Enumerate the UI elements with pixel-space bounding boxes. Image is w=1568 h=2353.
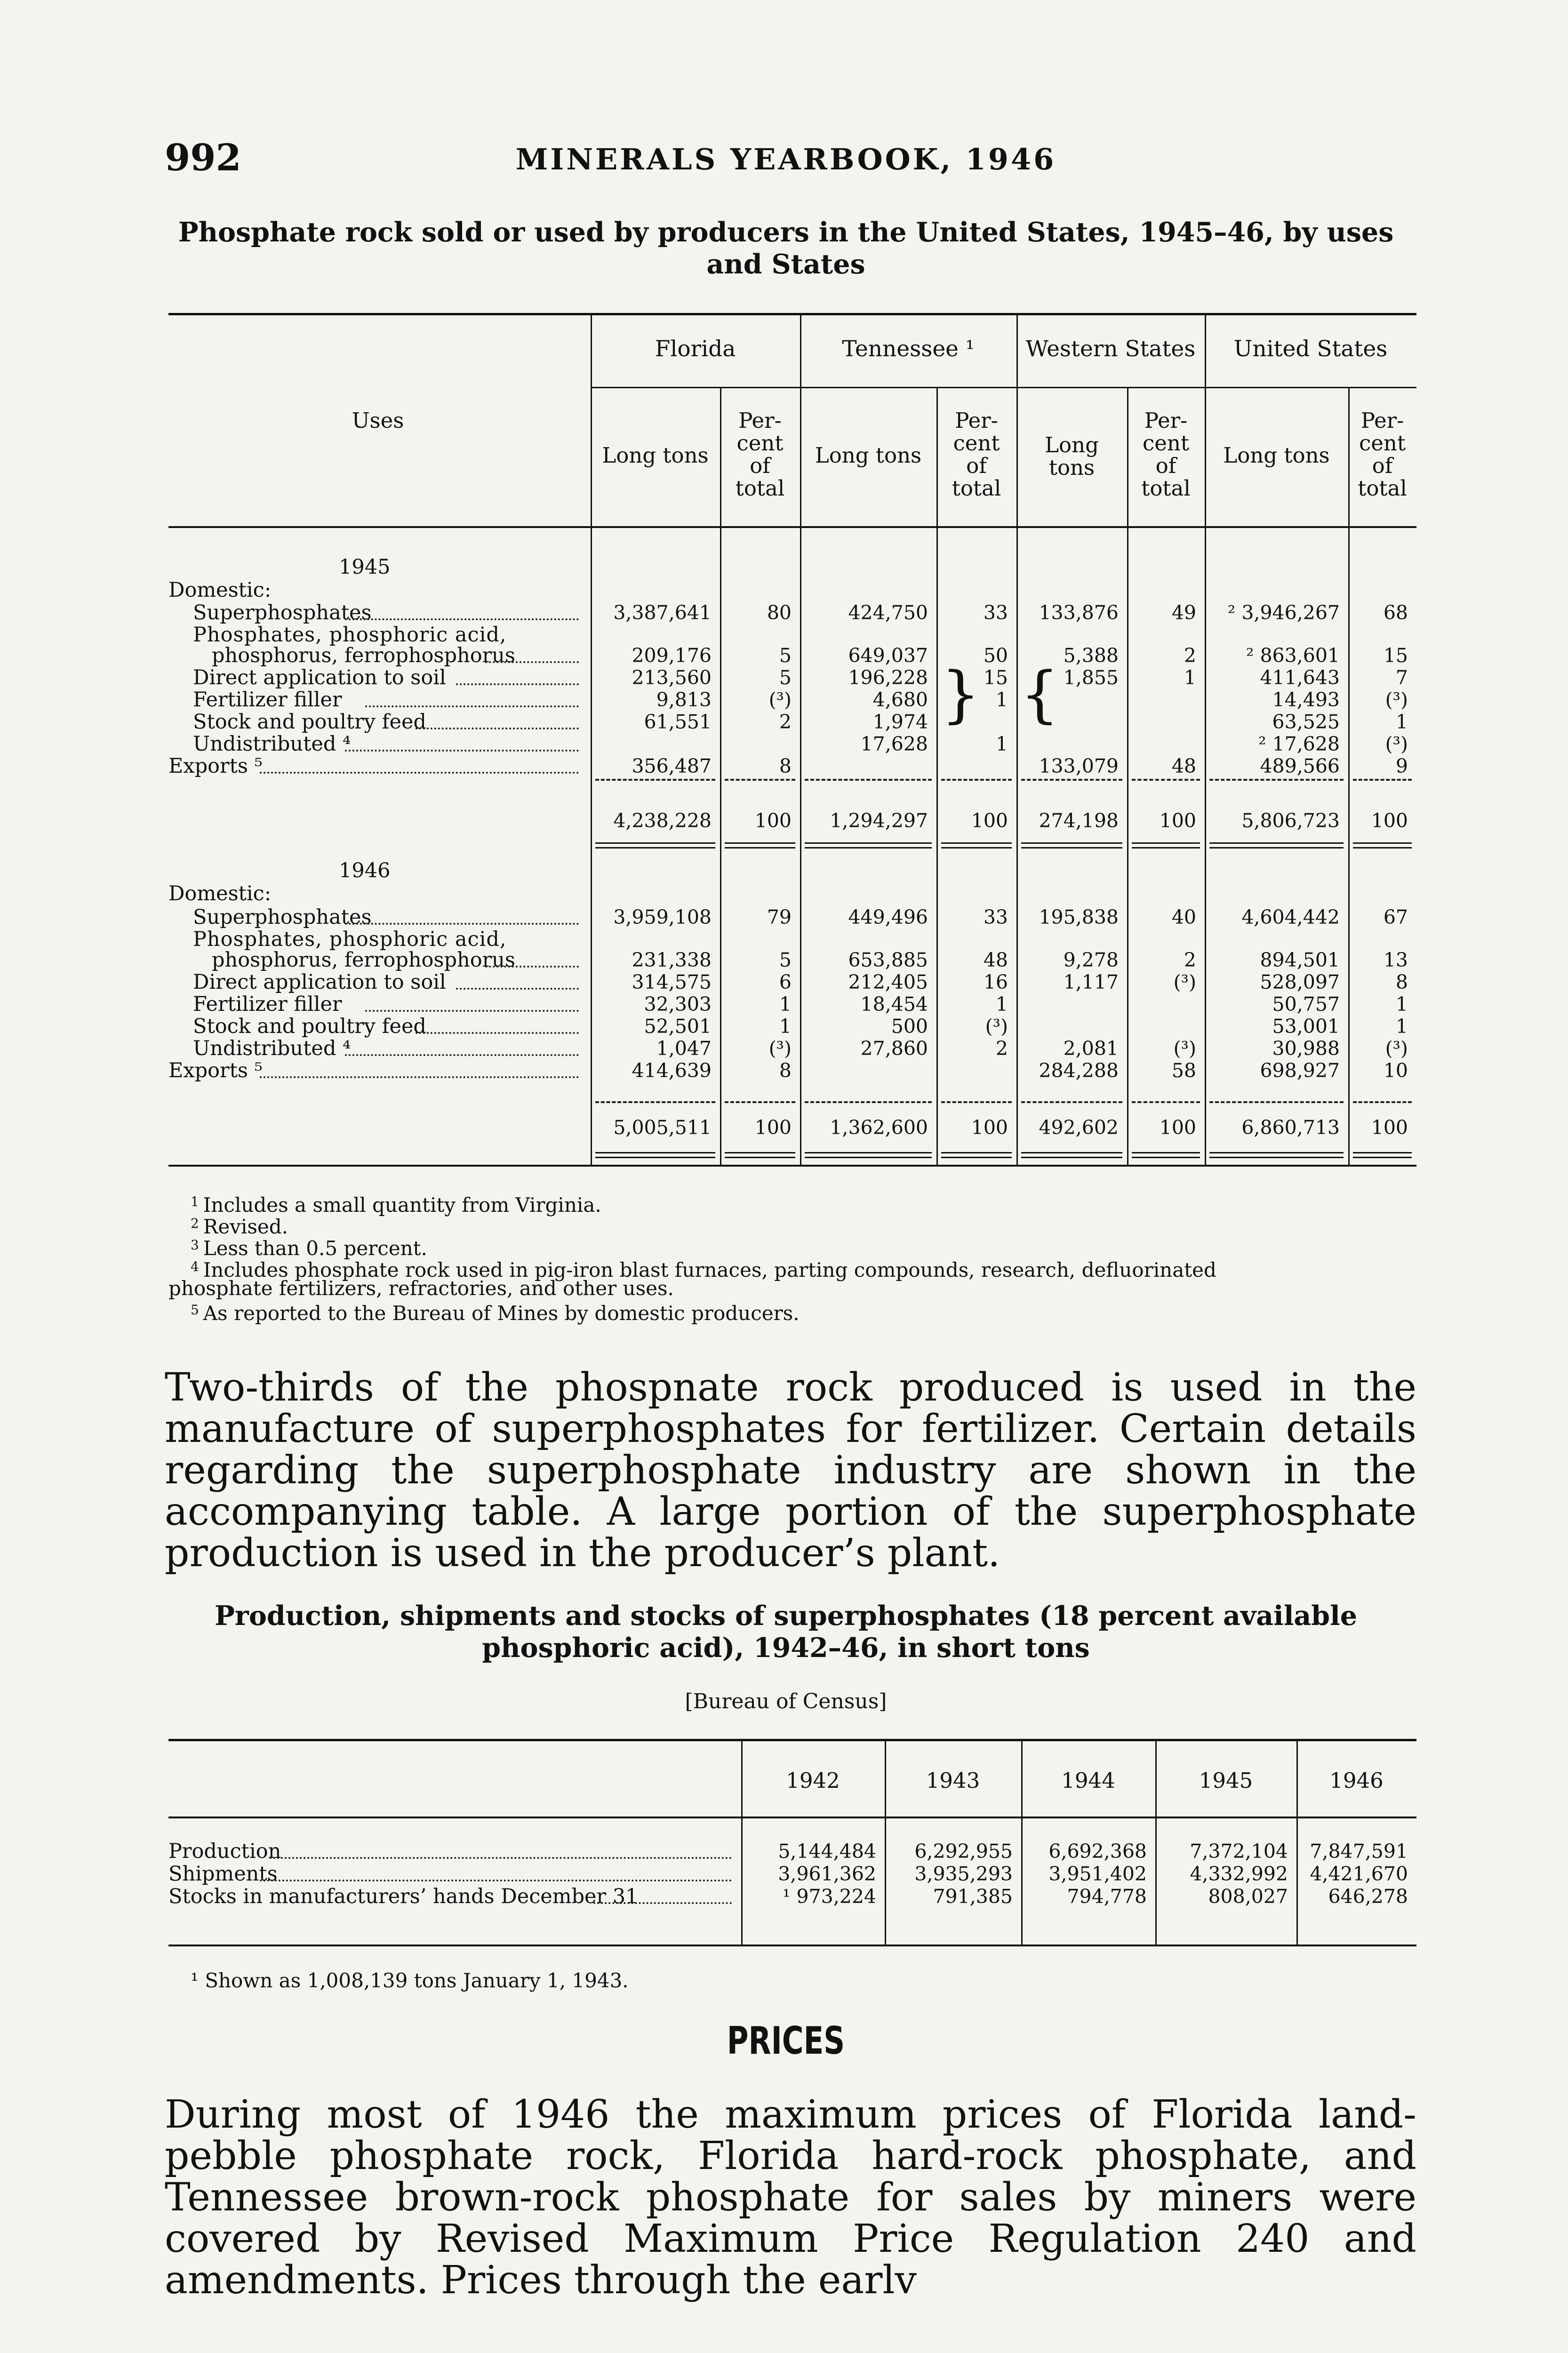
dot-leader xyxy=(456,988,579,990)
cell-us: 63,525 xyxy=(1272,711,1340,733)
cell-fl: 61,551 xyxy=(644,711,712,733)
total-double-rule xyxy=(1353,1152,1412,1153)
cell-value: 794,778 xyxy=(1067,1885,1147,1908)
cell-ws-p: 1 xyxy=(1184,666,1196,689)
table1-header-rule xyxy=(168,526,1416,528)
cell-tn: 27,860 xyxy=(860,1037,928,1060)
total-double-rule xyxy=(1132,847,1200,848)
dot-leader xyxy=(456,683,579,685)
total-double-rule xyxy=(1021,842,1122,844)
cell-tn-p: (³) xyxy=(985,1015,1008,1038)
cell-tn-p: 1 xyxy=(995,688,1008,711)
row-label: Phosphates, phosphoric acid, xyxy=(193,623,507,647)
row-label: Production xyxy=(168,1840,281,1863)
cell-us: 30,988 xyxy=(1272,1037,1340,1060)
column-header-percent-line: cent xyxy=(1359,431,1406,456)
total-double-rule xyxy=(725,1152,795,1153)
cell-fl: 32,303 xyxy=(644,993,712,1016)
total-double-rule xyxy=(805,842,932,844)
cell-us-p: 10 xyxy=(1383,1059,1408,1082)
cell-value: 3,951,402 xyxy=(1048,1863,1147,1885)
cell-us: 894,501 xyxy=(1260,949,1340,971)
total-double-rule xyxy=(1021,1152,1122,1153)
cell-us: 528,097 xyxy=(1260,971,1340,993)
table1-group-rule xyxy=(591,387,1416,388)
column-header-percent-line: of xyxy=(1372,453,1393,478)
cell-us: 14,493 xyxy=(1272,688,1340,711)
cell-fl: 3,387,641 xyxy=(613,601,712,624)
total-double-rule xyxy=(805,1152,932,1153)
cell-ws: 195,838 xyxy=(1039,906,1119,928)
row-label: Fertilizer filler xyxy=(193,992,342,1016)
subtotal-rule xyxy=(1209,1101,1344,1103)
subtotal-rule xyxy=(1132,1101,1200,1103)
row-label: Stocks in manufacturers’ hands December 31 xyxy=(168,1885,639,1908)
cell-ws-p: 2 xyxy=(1184,644,1196,667)
column-header-percent-line: Per- xyxy=(738,408,782,433)
row-label: Shipments xyxy=(168,1862,278,1886)
cell-us: ² 17,628 xyxy=(1258,733,1340,755)
cell-tn-p: 15 xyxy=(983,666,1008,689)
cell-tn-p: 100 xyxy=(971,1116,1008,1139)
cell-fl: 213,560 xyxy=(632,666,712,689)
cell-us: 489,566 xyxy=(1260,755,1340,777)
cell-ws: 492,602 xyxy=(1039,1116,1119,1139)
cell-fl-p: 5 xyxy=(779,666,792,689)
cell-fl-p: 2 xyxy=(779,711,792,733)
column-group-united-states: United States xyxy=(1233,336,1388,362)
total-double-rule xyxy=(805,1157,932,1158)
dot-leader xyxy=(345,923,579,925)
year-label-1946: 1946 xyxy=(339,859,391,882)
cell-value: ¹ 973,224 xyxy=(782,1885,876,1908)
cell-fl-p: 5 xyxy=(779,644,792,667)
table1-bottom-rule xyxy=(168,1165,1416,1167)
cell-fl: 414,639 xyxy=(632,1059,712,1082)
cell-fl: 314,575 xyxy=(632,971,712,993)
total-double-rule xyxy=(1209,1152,1344,1153)
cell-value: 7,847,591 xyxy=(1310,1840,1408,1863)
subtotal-rule xyxy=(1021,1101,1122,1103)
column-header-year: 1944 xyxy=(1061,1768,1115,1793)
cell-us-p: 9 xyxy=(1395,755,1408,777)
cell-us-p: 1 xyxy=(1395,711,1408,733)
cell-fl-p: 100 xyxy=(754,1116,792,1139)
cell-fl: 3,959,108 xyxy=(613,906,712,928)
column-group-tennessee: Tennessee ¹ xyxy=(842,336,975,362)
column-header-percent-line: Per- xyxy=(955,408,998,433)
cell-tn: 1,974 xyxy=(872,711,928,733)
column-header-percent xyxy=(936,409,1016,500)
cell-tn-p: 50 xyxy=(983,644,1008,667)
cell-fl-p: 5 xyxy=(779,949,792,971)
column-header-year: 1946 xyxy=(1329,1768,1384,1793)
cell-ws: 1,855 xyxy=(1063,666,1119,689)
cell-us-p: 8 xyxy=(1395,971,1408,993)
cell-tn-p: 16 xyxy=(983,971,1008,993)
table1-title-line2: and States xyxy=(706,248,865,280)
total-double-rule xyxy=(595,1157,715,1158)
cell-us: 4,604,442 xyxy=(1241,906,1340,928)
column-header-percent-line: of xyxy=(966,453,987,478)
total-double-rule xyxy=(595,847,715,848)
cell-us-p: 7 xyxy=(1395,666,1408,689)
row-label: Exports ⁵ xyxy=(168,754,263,778)
cell-tn: 1,294,297 xyxy=(830,809,928,832)
subtotal-rule xyxy=(1021,779,1122,781)
cell-fl: 1,047 xyxy=(656,1037,712,1060)
page-number: 992 xyxy=(165,136,241,179)
cell-fl-p: (³) xyxy=(768,1037,792,1060)
cell-tn: 653,885 xyxy=(848,949,928,971)
footnote-mark: 2 xyxy=(191,1216,203,1231)
cell-tn: 500 xyxy=(891,1015,928,1038)
footnote-5 xyxy=(191,1299,800,1325)
table2-top-rule xyxy=(168,1739,1416,1741)
cell-fl-p: 79 xyxy=(767,906,792,928)
column-header-percent xyxy=(1127,409,1205,500)
column-header-percent-line: cent xyxy=(1143,431,1189,456)
footnote-text: Less than 0.5 percent. xyxy=(203,1237,427,1260)
table2-bottom-rule xyxy=(168,1945,1416,1946)
cell-ws: 9,278 xyxy=(1063,949,1119,971)
total-double-rule xyxy=(595,842,715,844)
footnote-text: Includes phosphate rock used in pig-iron blast furnaces, parting compounds, research, defluorinated xyxy=(203,1258,1216,1281)
subtotal-rule xyxy=(1209,779,1344,781)
table1-title-line1: Phosphate rock sold or used by producers in the United States, 1945–46, by uses xyxy=(178,216,1394,248)
cell-value: 6,292,955 xyxy=(914,1840,1013,1863)
footnote-mark: 5 xyxy=(191,1302,203,1318)
dot-leader xyxy=(593,1902,732,1904)
cell-tn: 17,628 xyxy=(860,733,928,755)
subtotal-rule xyxy=(595,779,715,781)
total-double-rule xyxy=(1209,1157,1344,1158)
cell-fl-p: 80 xyxy=(767,601,792,624)
dot-leader xyxy=(365,1010,579,1012)
cell-fl: 356,487 xyxy=(632,755,712,777)
cell-ws-p: 100 xyxy=(1159,1116,1196,1139)
cell-value: 791,385 xyxy=(933,1885,1013,1908)
column-group-western-states: Western States xyxy=(1025,336,1196,362)
cell-fl-p: (³) xyxy=(768,688,792,711)
cell-us-p: 68 xyxy=(1383,601,1408,624)
table2-title-line1: Production, shipments and stocks of superphosphates (18 percent available xyxy=(214,1600,1358,1632)
table1-title xyxy=(165,216,1407,280)
cell-ws: 2,081 xyxy=(1063,1037,1119,1060)
cell-fl-p: 100 xyxy=(754,809,792,832)
dot-leader xyxy=(345,1054,579,1056)
dot-leader xyxy=(270,1857,732,1859)
column-header-percent xyxy=(1348,409,1416,500)
cell-tn-p: 100 xyxy=(971,809,1008,832)
total-double-rule xyxy=(941,1152,1012,1153)
row-label: Stock and poultry feed xyxy=(193,1015,426,1038)
total-double-rule xyxy=(1021,847,1122,848)
row-label: Superphosphates xyxy=(193,601,372,624)
cell-tn-p: 33 xyxy=(983,601,1008,624)
dot-leader xyxy=(260,1880,732,1881)
cell-us-p: 13 xyxy=(1383,949,1408,971)
footnote-text: Revised. xyxy=(203,1215,288,1238)
total-double-rule xyxy=(1353,847,1412,848)
dot-leader xyxy=(260,772,579,774)
cell-tn-p: 33 xyxy=(983,906,1008,928)
cell-ws-p: 48 xyxy=(1171,755,1196,777)
row-label: Stock and poultry feed xyxy=(193,710,426,734)
cell-ws-p: 40 xyxy=(1171,906,1196,928)
table2-source: [Bureau of Census] xyxy=(685,1689,887,1713)
cell-us: 6,860,713 xyxy=(1241,1116,1340,1139)
cell-ws-p: 2 xyxy=(1184,949,1196,971)
cell-us: ² 3,946,267 xyxy=(1227,601,1340,624)
total-double-rule xyxy=(941,1157,1012,1158)
footnote-text: As reported to the Bureau of Mines by domestic producers. xyxy=(203,1302,800,1325)
section-heading-prices: PRICES xyxy=(727,2019,845,2063)
cell-us-p: (³) xyxy=(1385,733,1408,755)
cell-tn-p: 1 xyxy=(995,733,1008,755)
subtotal-rule xyxy=(1353,779,1412,781)
cell-tn: 1,362,600 xyxy=(830,1116,928,1139)
dot-leader xyxy=(485,966,579,968)
total-double-rule xyxy=(941,847,1012,848)
subtotal-rule xyxy=(1353,1101,1412,1103)
row-label: Undistributed ⁴ xyxy=(193,1037,351,1060)
cell-tn-p: 2 xyxy=(995,1037,1008,1060)
column-header-percent-line: Per- xyxy=(1144,408,1188,433)
cell-us-p: 67 xyxy=(1383,906,1408,928)
cell-value: 3,935,293 xyxy=(914,1863,1013,1885)
column-header-long-tons: Long tons xyxy=(602,443,709,468)
footnote-cont xyxy=(168,1277,674,1300)
total-double-rule xyxy=(1132,842,1200,844)
dot-leader xyxy=(260,1076,579,1078)
cell-fl: 4,238,228 xyxy=(613,809,712,832)
cell-us: 411,643 xyxy=(1260,666,1340,689)
total-double-rule xyxy=(1132,1152,1200,1153)
cell-us-p: 100 xyxy=(1371,1116,1408,1139)
row-label: Undistributed ⁴ xyxy=(193,732,351,756)
cell-us-p: 15 xyxy=(1383,644,1408,667)
cell-us: 698,927 xyxy=(1260,1059,1340,1082)
table2-title xyxy=(165,1600,1407,1664)
cell-fl-p: 6 xyxy=(779,971,792,993)
row-label: Fertilizer filler xyxy=(193,688,342,712)
column-header-long-tons: Long tons xyxy=(815,443,922,468)
cell-value: 3,961,362 xyxy=(778,1863,876,1885)
dot-leader xyxy=(345,618,579,620)
dot-leader xyxy=(345,750,579,752)
footnote-text: phosphate fertilizers, refractories, and other uses. xyxy=(168,1277,674,1300)
brace-tennessee: } xyxy=(941,658,980,730)
cell-fl-p: 1 xyxy=(779,993,792,1016)
dot-leader xyxy=(416,728,579,729)
cell-us-p: 1 xyxy=(1395,993,1408,1016)
cell-value: 7,372,104 xyxy=(1190,1840,1288,1863)
column-header-percent-line: of xyxy=(750,453,770,478)
column-header-long-tons-line: Long xyxy=(1045,432,1099,457)
cell-ws-p: 100 xyxy=(1159,809,1196,832)
column-header-year: 1943 xyxy=(926,1768,980,1793)
row-label: Exports ⁵ xyxy=(168,1059,263,1082)
cell-us-p: 1 xyxy=(1395,1015,1408,1038)
running-head xyxy=(165,136,1407,179)
subtotal-rule xyxy=(725,1101,795,1103)
row-label: phosphorus, ferrophosphorus xyxy=(212,644,515,667)
cell-value: 5,144,484 xyxy=(778,1840,876,1863)
cell-fl-p: 1 xyxy=(779,1015,792,1038)
footnote-mark: 3 xyxy=(191,1237,203,1253)
cell-fl-p: 8 xyxy=(779,1059,792,1082)
cell-ws-p: (³) xyxy=(1173,1037,1196,1060)
column-header-long-tons-line: tons xyxy=(1048,455,1095,480)
footnote-mark: 4 xyxy=(191,1259,203,1274)
cell-tn: 449,496 xyxy=(848,906,928,928)
cell-fl-p: 8 xyxy=(779,755,792,777)
cell-ws: 5,388 xyxy=(1063,644,1119,667)
cell-tn: 18,454 xyxy=(860,993,928,1016)
cell-ws-p: 49 xyxy=(1171,601,1196,624)
table2-title-line2: phosphoric acid), 1942–46, in short tons xyxy=(482,1632,1090,1664)
cell-us: 5,806,723 xyxy=(1241,809,1340,832)
footnote-mark: 1 xyxy=(191,1194,203,1209)
cell-tn: 196,228 xyxy=(848,666,928,689)
total-double-rule xyxy=(1021,1157,1122,1158)
cell-fl: 9,813 xyxy=(656,688,712,711)
row-label: Direct application to soil xyxy=(193,666,446,689)
subtotal-rule xyxy=(805,779,932,781)
cell-us: ² 863,601 xyxy=(1246,644,1340,667)
stub-header-uses: Uses xyxy=(352,408,404,433)
cell-ws: 133,876 xyxy=(1039,601,1119,624)
cell-ws-p: 58 xyxy=(1171,1059,1196,1082)
total-double-rule xyxy=(1209,842,1344,844)
column-header-percent-line: cent xyxy=(953,431,1000,456)
total-double-rule xyxy=(1353,842,1412,844)
cell-fl: 209,176 xyxy=(632,644,712,667)
column-header-year: 1942 xyxy=(786,1768,840,1793)
dot-leader xyxy=(365,705,579,707)
cell-ws: 284,288 xyxy=(1039,1059,1119,1082)
cell-value: 4,421,670 xyxy=(1310,1863,1408,1885)
row-label: Direct application to soil xyxy=(193,970,446,994)
row-label: phosphorus, ferrophosphorus xyxy=(212,948,515,972)
cell-ws: 133,079 xyxy=(1039,755,1119,777)
column-header-year: 1945 xyxy=(1199,1768,1253,1793)
domestic-label: Domestic: xyxy=(168,882,272,905)
cell-us-p: 100 xyxy=(1371,809,1408,832)
cell-tn: 424,750 xyxy=(848,601,928,624)
subtotal-rule xyxy=(941,779,1012,781)
column-header-percent-line: total xyxy=(735,476,785,501)
brace-western: { xyxy=(1020,658,1059,730)
table2-footnote: ¹ Shown as 1,008,139 tons January 1, 1943. xyxy=(191,1969,629,1992)
column-header-percent-line: total xyxy=(1141,476,1191,501)
body-paragraph-1: Two-thirds of the phospnate rock produced is used in the manufacture of superphosphates for fertilizer. Certain details regarding the superphosphate industry are shown in the accompanying table. A large portion of the superphosphate production is used in the producer’s plant. xyxy=(165,1365,1416,1576)
total-double-rule xyxy=(725,842,795,844)
total-double-rule xyxy=(941,842,1012,844)
cell-fl: 231,338 xyxy=(632,949,712,971)
column-group-florida: Florida xyxy=(655,336,736,362)
total-double-rule xyxy=(1209,847,1344,848)
dot-leader xyxy=(485,661,579,663)
total-double-rule xyxy=(595,1152,715,1153)
subtotal-rule xyxy=(725,779,795,781)
cell-tn-p: 48 xyxy=(983,949,1008,971)
column-header-long-tons xyxy=(1016,434,1127,479)
cell-fl: 5,005,511 xyxy=(613,1116,712,1139)
cell-value: 6,692,368 xyxy=(1048,1840,1147,1863)
cell-fl: 52,501 xyxy=(644,1015,712,1038)
total-double-rule xyxy=(725,847,795,848)
column-header-percent-line: total xyxy=(952,476,1001,501)
cell-tn: 4,680 xyxy=(872,688,928,711)
cell-value: 646,278 xyxy=(1328,1885,1408,1908)
year-label-1945: 1945 xyxy=(339,555,391,579)
total-double-rule xyxy=(725,1157,795,1158)
total-double-rule xyxy=(1132,1157,1200,1158)
table1-top-rule xyxy=(168,313,1416,315)
column-header-percent-line: of xyxy=(1155,453,1176,478)
row-label: Phosphates, phosphoric acid, xyxy=(193,928,507,951)
body-paragraph-2: During most of 1946 the maximum prices of Florida land-pebble phosphate rock, Florida hard-rock phosphate, and Tennessee brown-rock phosphate for sales by miners were covered by Revised Maximum Price Regulation 240 and amendments. Prices through the earlv xyxy=(165,2092,1416,2303)
total-double-rule xyxy=(805,847,932,848)
cell-us-p: (³) xyxy=(1385,1037,1408,1060)
dot-leader xyxy=(416,1032,579,1034)
cell-us: 50,757 xyxy=(1272,993,1340,1016)
domestic-label: Domestic: xyxy=(168,578,272,602)
running-title: MINERALS YEARBOOK, 1946 xyxy=(515,142,1056,176)
column-header-percent xyxy=(720,409,800,500)
column-header-percent-line: total xyxy=(1358,476,1407,501)
subtotal-rule xyxy=(805,1101,932,1103)
cell-ws: 274,198 xyxy=(1039,809,1119,832)
cell-ws-p: (³) xyxy=(1173,971,1196,993)
total-double-rule xyxy=(1353,1157,1412,1158)
table2-header-rule xyxy=(168,1817,1416,1818)
subtotal-rule xyxy=(1132,779,1200,781)
cell-us-p: (³) xyxy=(1385,688,1408,711)
column-header-long-tons: Long tons xyxy=(1223,443,1330,468)
cell-tn: 212,405 xyxy=(848,971,928,993)
footnote-text: Includes a small quantity from Virginia. xyxy=(203,1193,601,1217)
cell-value: 4,332,992 xyxy=(1190,1863,1288,1885)
column-header-percent-line: Per- xyxy=(1360,408,1404,433)
cell-us: 53,001 xyxy=(1272,1015,1340,1038)
row-label: Superphosphates xyxy=(193,905,372,929)
subtotal-rule xyxy=(595,1101,715,1103)
cell-tn-p: 1 xyxy=(995,993,1008,1016)
subtotal-rule xyxy=(941,1101,1012,1103)
cell-tn: 649,037 xyxy=(848,644,928,667)
cell-value: 808,027 xyxy=(1208,1885,1288,1908)
column-header-percent-line: cent xyxy=(736,431,784,456)
cell-ws: 1,117 xyxy=(1063,971,1119,993)
